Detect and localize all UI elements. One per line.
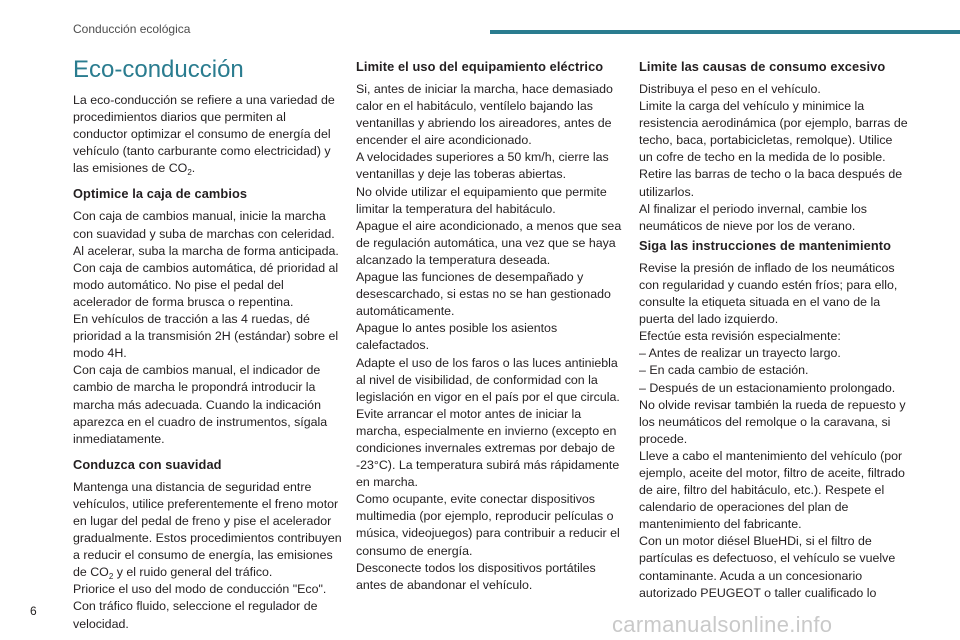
electric-line: Adapte el uso de los faros o las luces antiniebla al nivel de visibilidad, de conformidad con la legislación en vigor en el país por el que circula.: [356, 355, 620, 404]
excess-line: Distribuya el peso en el vehículo.: [639, 82, 821, 96]
heading-excess: Limite las causas de consumo excesivo: [639, 59, 886, 74]
column-3: [639, 56, 909, 602]
heading-smooth: Conduzca con suavidad: [73, 456, 222, 472]
maintenance-line: – Antes de realizar un trayecto largo.: [639, 346, 841, 361]
electric-line: Si, antes de iniciar la marcha, hace demasiado calor en el habitáculo, ventílelo bajando las ventanillas y abriendo los aireadores, antes de encender el aire acondicionado.: [356, 82, 613, 148]
maintenance-line: – En cada cambio de estación.: [639, 363, 809, 378]
electric-line: Como ocupante, evite conectar dispositivos multimedia (por ejemplo, reproducir películas o música, videojuegos) para contribuir a reducir el consumo de energía.: [356, 492, 620, 558]
excess-line: Retire las barras de techo o la baca después de utilizarlos.: [639, 167, 903, 199]
maintenance-line: Revise la presión de inflado de los neumáticos con regularidad y cuando estén fríos; para ello, consulte la etiqueta situada en el vano de la puerta del lado izquierdo.: [639, 260, 898, 327]
electric-line: Desconecte todos los dispositivos portátiles antes de abandonar el vehículo.: [356, 560, 596, 592]
excess-line: Al finalizar el periodo invernal, cambie los neumáticos de nieve por los de verano.: [639, 201, 867, 233]
smooth-line: Con tráfico fluido, seleccione el regulador de velocidad.: [73, 599, 318, 631]
electric-line: Apague el aire acondicionado, a menos que sea de regulación automática, una vez que se haya alcanzado la temperatura deseada.: [356, 218, 622, 267]
gearbox-line: Con caja de cambios automática, dé prioridad al modo automático. No pise el pedal del acelerador de forma brusca o repentina.: [73, 260, 339, 309]
header-accent-bar: [490, 30, 960, 34]
smooth-subscript: 2: [108, 572, 114, 582]
intro-paragraph: [73, 92, 343, 177]
electric-line: Apague las funciones de desempañado y desescarchado, si estas no se han gestionado automáticamente.: [356, 270, 611, 319]
electric-line: No olvide utilizar el equipamiento que permite limitar la temperatura del habitáculo.: [356, 184, 607, 216]
watermark: carmanualsonline.info: [612, 612, 833, 637]
gearbox-line: Con caja de cambios manual, inicie la marcha con suavidad y suba de marchas con celeridad. Al acelerar, suba la marcha de forma anticipada.: [73, 209, 339, 258]
column-1: [73, 56, 343, 633]
heading-electric: Limite el uso del equipamiento eléctrico: [356, 59, 604, 74]
section-header: Conducción ecológica: [73, 22, 191, 36]
intro-end: .: [191, 161, 196, 176]
smooth-paragraph: [73, 479, 343, 582]
electric-line: A velocidades superiores a 50 km/h, cierre las ventanillas y deje las toberas abiertas.: [356, 150, 609, 182]
heading-maintenance: Siga las instrucciones de mantenimiento: [639, 237, 892, 253]
intro-subscript: 2: [187, 168, 192, 178]
smooth-text-b: y el ruido general del tráfico.: [113, 565, 273, 580]
page-number: 6: [30, 604, 37, 618]
page-title: Eco-conducción: [73, 56, 244, 83]
gearbox-line: Con caja de cambios manual, el indicador de cambio de marcha le propondrá introducir la marcha más adecuada. Cuando la indicación aparezca en el cuadro de instrumentos, sígala inmediatamente.: [73, 363, 328, 446]
intro-text: La eco-conducción se refiere a una variedad de procedimientos diarios que permiten al conductor optimizar el consumo de energía del vehículo (tanto carburante como electricidad) y las emisiones de CO: [73, 93, 335, 176]
electric-line: Evite arrancar el motor antes de iniciar la marcha, especialmente en invierno (excepto en condiciones invernales extremas por debajo de -23°C). La temperatura subirá más rápidamente en marcha.: [356, 406, 620, 490]
maintenance-line: – Después de un estacionamiento prolongado.: [639, 380, 896, 395]
maintenance-line: Efectúe esta revisión especialmente:: [639, 329, 841, 344]
smooth-line: Priorice el uso del modo de conducción "Eco".: [73, 582, 327, 597]
maintenance-line: No olvide revisar también la rueda de repuesto y los neumáticos del remolque o la caravana, si procede.: [639, 397, 906, 446]
excess-line: Limite la carga del vehículo y minimice la resistencia aerodinámica (por ejemplo, barras de techo, baca, portabicicletas, remolque). Utilice un cofre de techo en la medida de lo posible.: [639, 99, 908, 165]
smooth-text-a: Mantenga una distancia de seguridad entre vehículos, utilice preferentemente el freno motor en lugar del pedal de freno y pise el acelerador gradualmente. Estos procedimientos contribuyen a reducir el consumo de energía, las emisiones de CO: [73, 479, 342, 580]
electric-line: Apague lo antes posible los asientos calefactados.: [356, 321, 558, 353]
maintenance-line: Con un motor diésel BlueHDi, si el filtro de partículas es defectuoso, el vehículo se vuelve contaminante. Acuda a un concesionario autorizado PEUGEOT o taller cualificado lo: [639, 534, 896, 600]
maintenance-line: Lleve a cabo el mantenimiento del vehículo (por ejemplo, aceite del motor, filtro de aceite, filtrado de aire, filtro del habitáculo, etc.). Respete el calendario de operaciones del plan de mantenimiento del fabricante.: [639, 448, 905, 532]
gearbox-line: En vehículos de tracción a las 4 ruedas, dé prioridad a la transmisión 2H (estándar) sobre el modo 4H.: [73, 312, 339, 361]
heading-gearbox: Optimice la caja de cambios: [73, 186, 248, 202]
column-2: [356, 56, 626, 594]
